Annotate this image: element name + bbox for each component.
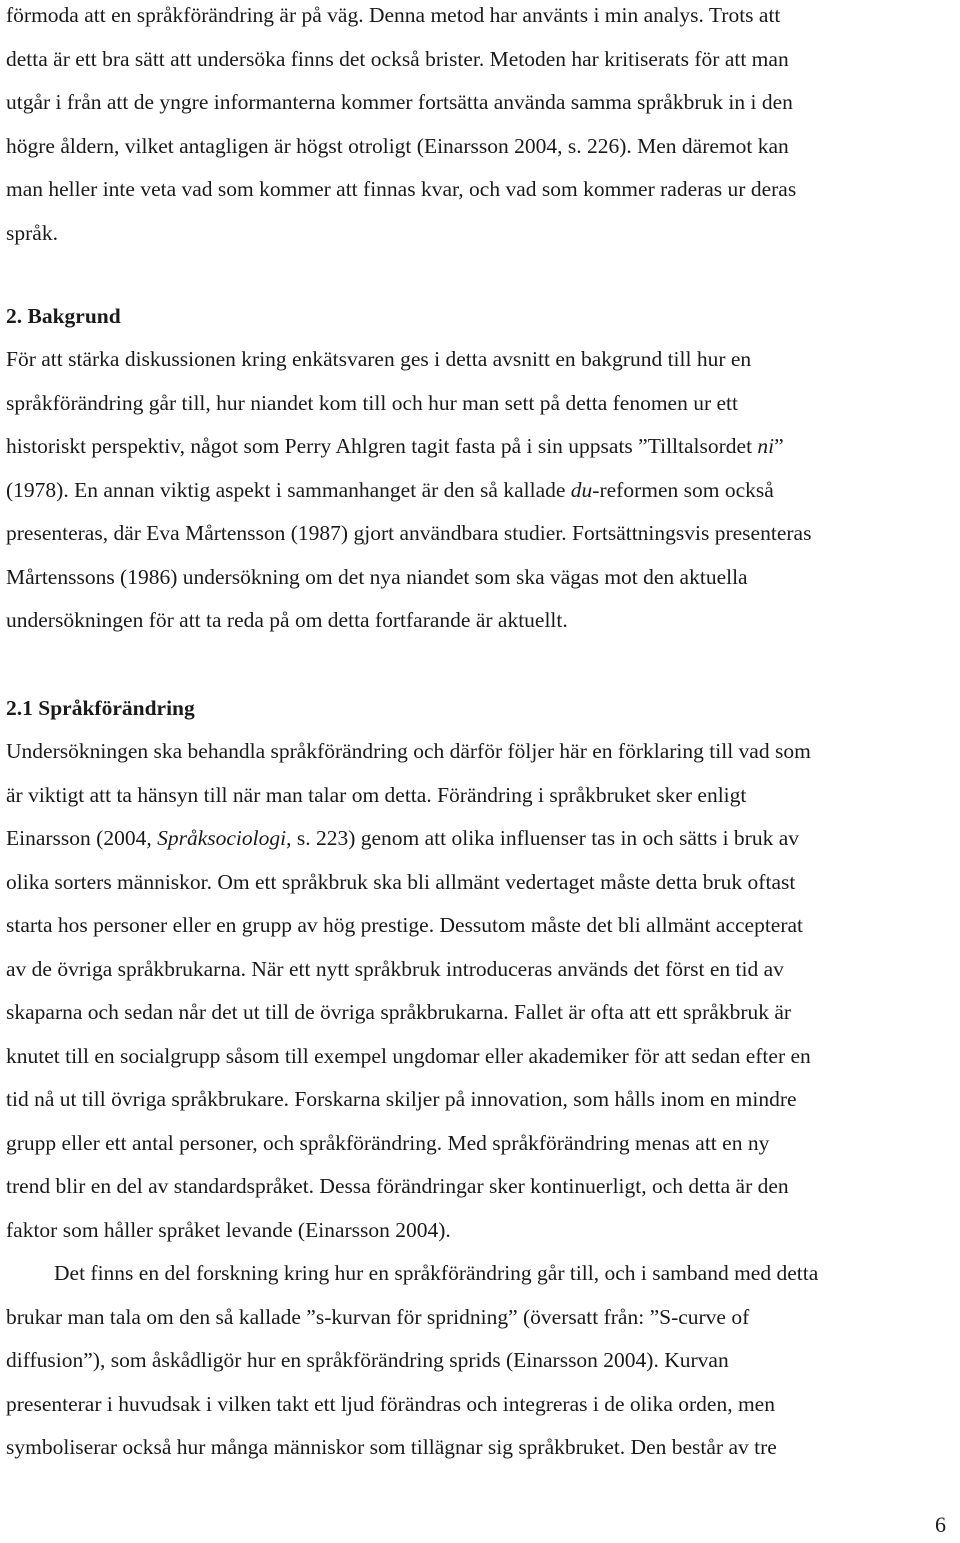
- text-line: För att stärka diskussionen kring enkätsvaren ges i detta avsnitt en bakgrund till hur en: [6, 347, 752, 371]
- text-line: tid nå ut till övriga språkbrukare. Forskarna skiljer på innovation, som hålls inom en mindre: [6, 1087, 797, 1111]
- text-line: knutet till en socialgrupp såsom till exempel ungdomar eller akademiker för att sedan efter en: [6, 1043, 811, 1068]
- text-line: Mårtenssons (1986) undersökning om det nya niandet som ska vägas mot den aktuella: [6, 564, 748, 589]
- text-line: utgår i från att de yngre informanterna kommer fortsätta använda samma språkbruk in i den: [6, 90, 793, 114]
- text-line: faktor som håller språket levande (Einarsson 2004).: [6, 1217, 451, 1242]
- text-line: presenteras, där Eva Mårtensson (1987) gjort användbara studier. Fortsättningsvis presenteras: [6, 521, 812, 545]
- page-number: 6: [935, 1512, 946, 1537]
- text-line: av de övriga språkbrukarna. När ett nytt språkbruk introduceras används det först en tid av: [6, 956, 784, 981]
- italic-title: Språksociologi: [157, 826, 287, 850]
- text-line: Det finns en del forskning kring hur en språkförändring går till, och i samband med detta: [54, 1261, 819, 1285]
- text-line: diffusion”), som åskådligör hur en språkförändring sprids (Einarsson 2004). Kurvan: [6, 1348, 729, 1372]
- text-span: historiskt perspektiv, något som Perry Ahlgren tagit fasta på i sin uppsats ”Tilltalsordet: [6, 434, 758, 458]
- text-line: detta är ett bra sätt att undersöka finns det också brister. Metoden har kritiserats för att man: [6, 46, 789, 71]
- text-line: skaparna och sedan når det ut till de övriga språkbrukarna. Fallet är ofta att ett språkbruk är: [6, 1000, 792, 1024]
- text-span: -reformen som också: [592, 477, 774, 502]
- text-line: symboliserar också hur många människor som tillägnar sig språkbruket. Den består av tre: [6, 1435, 777, 1459]
- text-line: olika sorters människor. Om ett språkbruk ska bli allmänt vedertaget måste detta bruk oftast: [6, 869, 796, 894]
- subsection-heading: 2.1 Språkförändring: [6, 696, 195, 720]
- text-line: undersökningen för att ta reda på om detta fortfarande är aktuellt.: [6, 608, 568, 632]
- text-line: Undersökningen ska behandla språkförändring och därför följer här en förklaring till vad som: [6, 739, 811, 763]
- text-line: språkförändring går till, hur niandet kom till och hur man sett på detta fenomen ur ett: [6, 390, 738, 415]
- text-line: trend blir en del av standardspråket. Dessa förändringar sker kontinuerligt, och detta är den: [6, 1174, 789, 1198]
- text-line: högre åldern, vilket antagligen är högst otroligt (Einarsson 2004, s. 226). Men däremot kan: [6, 133, 789, 158]
- text-line: starta hos personer eller en grupp av hög prestige. Dessutom måste det bli allmänt accepterat: [6, 913, 804, 937]
- text-span: , s. 223) genom att olika influenser tas in och sätts i bruk av: [286, 826, 799, 850]
- text-line: förmoda att en språkförändring är på väg. Denna metod har använts i min analys. Trots att: [6, 3, 781, 27]
- italic-term: du: [570, 477, 593, 502]
- text-line: man heller inte veta vad som kommer att finnas kvar, och vad som kommer raderas ur deras: [6, 177, 797, 201]
- intro-paragraph: [6, 0, 956, 255]
- text-line: presenterar i huvudsak i vilken takt ett ljud förändras och integreras i de olika orden, men: [6, 1391, 775, 1416]
- text-span: (1978). En annan viktig aspekt i sammanhanget är den så kallade: [6, 477, 571, 502]
- text-line: grupp eller ett antal personer, och språkförändring. Med språkförändring menas att en ny: [6, 1130, 770, 1155]
- section-2-paragraph: [6, 338, 956, 643]
- text-line: är viktigt att ta hänsyn till när man talar om detta. Förändring i språkbruket sker enligt: [6, 782, 747, 807]
- text-line: [6, 469, 956, 513]
- text-span: ”: [774, 434, 784, 458]
- text-line: språk.: [6, 220, 58, 245]
- text-span: Einarsson (2004,: [6, 826, 158, 850]
- italic-term: ni: [757, 434, 775, 458]
- text-line: [6, 817, 956, 861]
- text-line: brukar man tala om den så kallade ”s-kurvan för spridning” (översatt från: ”S-curve of: [6, 1304, 750, 1329]
- text-line: [6, 425, 956, 469]
- section-heading: 2. Bakgrund: [6, 304, 121, 328]
- section-2-1-paragraph: [6, 730, 956, 1470]
